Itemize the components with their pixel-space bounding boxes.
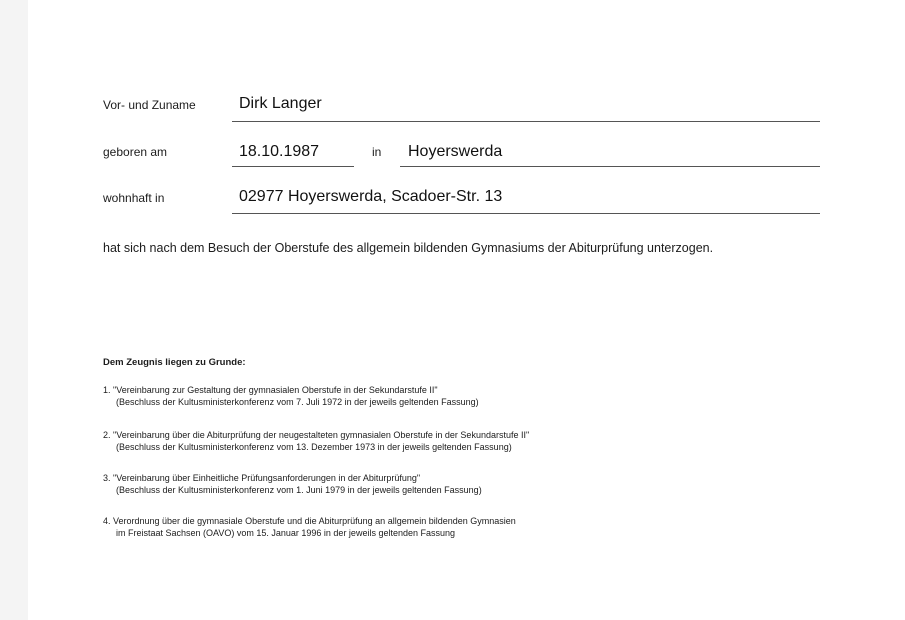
address-label: wohnhaft in — [103, 191, 165, 205]
legal-basis-line: 1. "Vereinbarung zur Gestaltung der gymnasialen Oberstufe in der Sekundarstufe II" — [103, 385, 438, 395]
name-value: Dirk Langer — [239, 95, 322, 112]
place-underline — [400, 166, 820, 167]
legal-basis-item — [103, 472, 482, 496]
address-value: 02977 Hoyerswerda, Scadoer-Str. 13 — [239, 188, 503, 205]
legal-basis-subline: (Beschluss der Kultusministerkonferenz vom 7. Juli 1972 in der jeweils geltenden Fassung) — [116, 397, 479, 407]
name-label: Vor- und Zuname — [103, 98, 196, 112]
legal-basis-subline: (Beschluss der Kultusministerkonferenz vom 1. Juni 1979 in der jeweils geltenden Fassung) — [116, 485, 482, 495]
legal-basis-line: 2. "Vereinbarung über die Abiturprüfung der neugestalteten gymnasialen Oberstufe in der Sekundarstufe II" — [103, 430, 530, 440]
address-underline — [232, 213, 820, 214]
legal-basis-item — [103, 429, 529, 453]
exam-statement: hat sich nach dem Besuch der Oberstufe des allgemein bildenden Gymnasiums der Abiturprüfung unterzogen. — [103, 241, 714, 255]
in-label: in — [372, 145, 382, 159]
legal-basis-subline: im Freistaat Sachsen (OAVO) vom 15. Januar 1996 in der jeweils geltenden Fassung — [116, 528, 456, 538]
legal-basis-line: 4. Verordnung über die gymnasiale Oberstufe und die Abiturprüfung an allgemein bildenden Gymnasien — [103, 516, 516, 526]
legal-basis-item — [103, 384, 479, 408]
legal-bases-title: Dem Zeugnis liegen zu Grunde: — [103, 357, 246, 368]
born-label: geboren am — [103, 145, 168, 159]
born-value: 18.10.1987 — [239, 143, 320, 160]
legal-basis-subline: (Beschluss der Kultusministerkonferenz vom 13. Dezember 1973 in der jeweils geltenden Fassung) — [116, 442, 512, 452]
legal-basis-item — [103, 515, 516, 539]
legal-basis-line: 3. "Vereinbarung über Einheitliche Prüfungsanforderungen in der Abiturprüfung" — [103, 473, 421, 483]
place-value: Hoyerswerda — [408, 143, 503, 160]
name-underline — [232, 121, 820, 122]
born-underline — [232, 166, 354, 167]
